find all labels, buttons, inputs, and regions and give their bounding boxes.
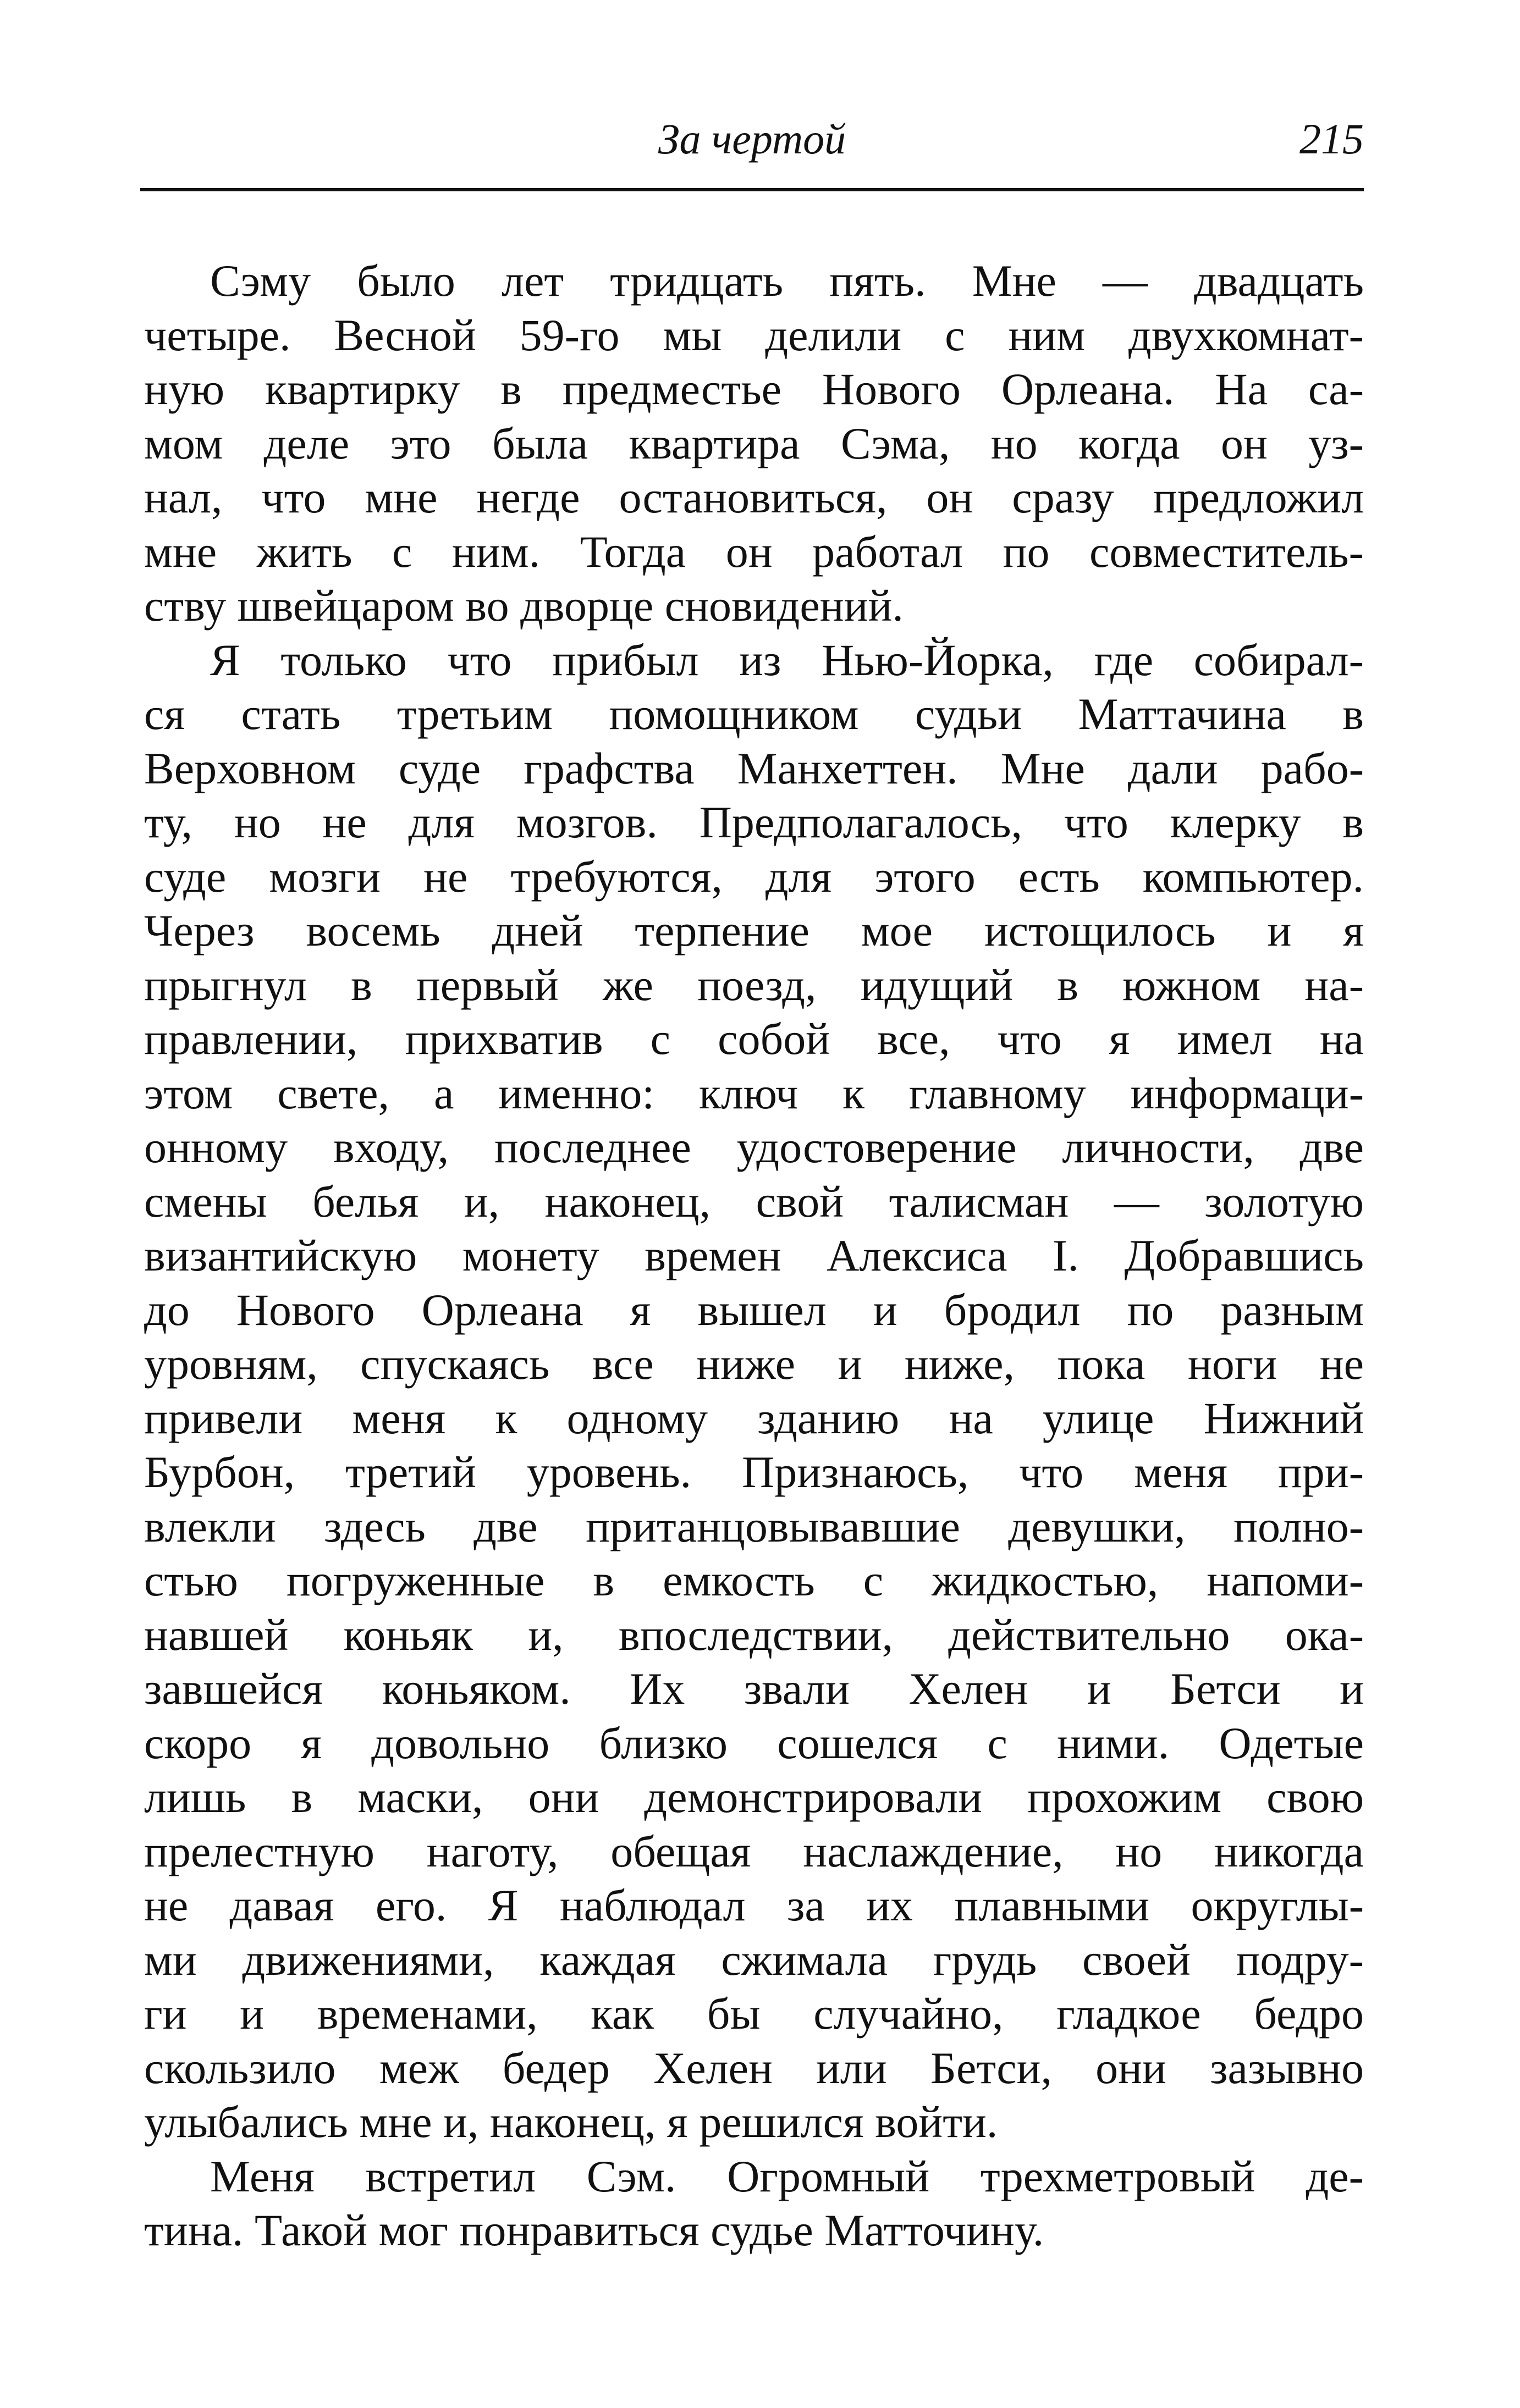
text-line: ную квартирку в предместье Нового Орлеана. На са- (144, 364, 1364, 414)
text-line: Сэму было лет тридцать пять. Мне — двадцать (210, 256, 1364, 306)
text-line: уровням, спускаясь все ниже и ниже, пока ноги не (144, 1339, 1364, 1389)
text-line: ми движениями, каждая сжимала грудь своей подру- (144, 1934, 1364, 1985)
running-head (140, 109, 1364, 169)
header-rule (140, 188, 1364, 191)
text-line: влекли здесь две пританцовывавшие девушки, полно- (144, 1501, 1364, 1551)
body-text (144, 254, 1364, 2258)
text-line: стью погруженные в емкость с жидкостью, напоми- (144, 1555, 1364, 1605)
text-line: прелестную наготу, обещая наслаждение, но никогда (144, 1826, 1364, 1876)
text-line: улыбались мне и, наконец, я решился войти. (144, 2097, 998, 2147)
text-line: завшейся коньяком. Их звали Хелен и Бетси и (144, 1664, 1364, 1714)
text-line: прыгнул в первый же поезд, идущий в южном на- (144, 959, 1364, 1010)
text-line: нал, что мне негде остановиться, он сразу предложил (144, 472, 1364, 522)
paragraph (144, 633, 1364, 2150)
text-line: правлении, прихватив с собой все, что я имел на (144, 1014, 1364, 1064)
text-line: ся стать третьим помощником судьи Маттачина в (144, 689, 1364, 739)
text-line: Меня встретил Сэм. Огромный трехметровый де- (210, 2151, 1364, 2201)
text-line: ству швейцаром во дворце сновидений. (144, 581, 904, 631)
text-line: онному входу, последнее удостоверение личности, две (144, 1122, 1364, 1172)
text-line: навшей коньяк и, впоследствии, действительно ока- (144, 1609, 1364, 1660)
text-line: Я только что прибыл из Нью-Йорка, где собирал- (210, 634, 1364, 685)
text-line: скользило меж бедер Хелен или Бетси, они зазывно (144, 2042, 1364, 2093)
running-title: За чертой (658, 115, 846, 163)
text-line: четыре. Весной 59-го мы делили с ним двухкомнат- (144, 310, 1364, 360)
text-line: Верховном суде графства Манхеттен. Мне дали рабо- (144, 743, 1364, 793)
page-number: 215 (1299, 115, 1364, 163)
text-line: до Нового Орлеана я вышел и бродил по разным (144, 1284, 1364, 1335)
text-line: мом деле это была квартира Сэма, но когда он уз- (144, 418, 1364, 468)
text-line: смены белья и, наконец, свой талисман — золотую (144, 1176, 1364, 1227)
text-line: этом свете, а именно: ключ к главному информаци- (144, 1068, 1364, 1118)
text-line: тина. Такой мог понравиться судье Матточину. (144, 2205, 1044, 2255)
text-line: суде мозги не требуются, для этого есть компьютер. (144, 851, 1364, 902)
text-line: скоро я довольно близко сошелся с ними. Одетые (144, 1717, 1364, 1768)
paragraph (144, 254, 1364, 633)
text-line: лишь в маски, они демонстрировали прохожим свою (144, 1772, 1364, 1822)
text-line: мне жить с ним. Тогда он работал по совместитель- (144, 526, 1364, 577)
paragraph (144, 2150, 1364, 2258)
text-line: Через восемь дней терпение мое истощилось и я (144, 905, 1364, 956)
text-line: привели меня к одному зданию на улице Нижний (144, 1393, 1364, 1443)
text-line: Бурбон, третий уровень. Признаюсь, что меня при- (144, 1447, 1364, 1497)
text-line: ги и временами, как бы случайно, гладкое бедро (144, 1989, 1364, 2039)
text-line: ту, но не для мозгов. Предполагалось, что клерку в (144, 797, 1364, 847)
text-line: византийскую монету времен Алексиса I. Добравшись (144, 1230, 1364, 1280)
text-line: не давая его. Я наблюдал за их плавными округлы- (144, 1880, 1364, 1930)
